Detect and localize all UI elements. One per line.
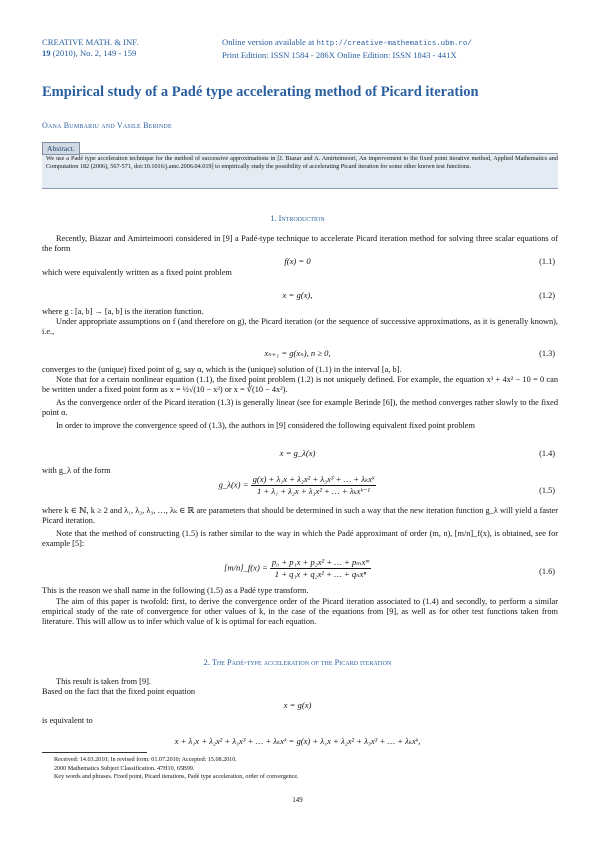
equation-1-3: xₙ₊₁ = g(xₙ), n ≥ 0, bbox=[264, 348, 331, 358]
eq6-fraction bbox=[270, 557, 371, 580]
equation-number: (1.1) bbox=[539, 257, 555, 266]
paragraph: Under appropriate assumptions on f (and therefore on g), the Picard iteration (or the sequence of successive approximations, as it is generally known), i.e., bbox=[42, 317, 558, 336]
eq5-fraction bbox=[251, 474, 377, 497]
equation-1-6 bbox=[0, 557, 595, 580]
paragraph: where k ∈ ℕ, k ≥ 2 and λ₁, λ₂, λ₃, …, λₖ ∈ ℝ are parameters that should be determined in such a way that the new iteration function g_λ will yield a faster Picard iteration. bbox=[42, 506, 558, 525]
paragraph: This is the reason we shall name in the following (1.5) as a Padé type transform. bbox=[42, 586, 309, 595]
equation-1-1: f(x) = 0 bbox=[284, 256, 311, 266]
abstract-label: Abstract. bbox=[42, 142, 80, 155]
paragraph: Note that the method of constructing (1.5) is rather similar to the way in which the Padé approximant of order (m, n), [m/n]_f(x), is obtained, see for example [5]: bbox=[42, 529, 558, 548]
print-edition: Print Edition: ISSN 1584 - 286X Online Edition: ISSN 1843 - 441X bbox=[222, 50, 457, 60]
paragraph: converges to the (unique) fixed point of g, say α, which is the (unique) solution of (1.1) in the interval [a, b]. bbox=[42, 365, 402, 374]
paper-title: Empirical study of a Padé type accelerating method of Picard iteration bbox=[42, 84, 479, 100]
eq5-numerator: g(x) + λ₁x + λ₂x² + λ₃x³ + … + λₖxᵏ bbox=[252, 474, 375, 484]
paragraph: where g : [a, b] → [a, b] is the iteration function. bbox=[42, 307, 204, 316]
eq5-lhs: g_λ(x) = bbox=[218, 479, 251, 490]
footnote-rule bbox=[42, 752, 147, 753]
section-2-title: 2. The Padé-type acceleration of the Picard iteration bbox=[203, 658, 392, 667]
paragraph: which were equivalently written as a fixed point problem bbox=[42, 268, 232, 277]
footnote bbox=[54, 756, 299, 782]
paper-authors: Oana Bumbariu and Vasile Berinde bbox=[42, 121, 172, 130]
footnote-received: Received: 14.03.2010; In revised form: 01.07.2010; Accepted: 15.08.2010. bbox=[54, 757, 237, 763]
eq6-denominator: 1 + q₁x + q₂x² + … + qₙxⁿ bbox=[274, 569, 367, 579]
paragraph: As the convergence order of the Picard iteration (1.3) is generally linear (see for example Berinde [6]), the method converges rather slowly to the fixed point α. bbox=[42, 398, 558, 417]
page-number: 149 bbox=[292, 797, 303, 804]
eq6-lhs: [m/n]_f(x) = bbox=[224, 562, 270, 573]
equation-number: (1.4) bbox=[539, 449, 555, 458]
equation-number: (1.5) bbox=[539, 486, 555, 495]
paragraph: In order to improve the convergence speed of (1.3), the authors in [9] considered the following equivalent fixed point problem bbox=[56, 421, 475, 430]
online-url-link[interactable]: http://creative-mathematics.ubm.ro/ bbox=[316, 40, 472, 48]
equation-equivalent: x + λ₁x + λ₂x² + λ₃x³ + … + λₖxᵏ = g(x) + λ₁x + λ₂x² + λ₃x³ + … + λₖxᵏ, bbox=[174, 736, 421, 746]
journal-issue-pages: (2010), No. 2, 149 - 159 bbox=[50, 48, 137, 58]
paragraph: is equivalent to bbox=[42, 716, 93, 725]
paragraph: with g_λ of the form bbox=[42, 466, 111, 475]
eq5-denominator: 1 + λ₁ + λ₂x + λ₃x² + … + λₖxᵏ⁻¹ bbox=[256, 486, 370, 496]
section-1-title: 1. Introduction bbox=[270, 214, 325, 223]
equation-1-2: x = g(x), bbox=[282, 290, 313, 300]
paragraph: This result is taken from [9]. bbox=[56, 677, 151, 686]
online-prefix: Online version available at bbox=[222, 37, 317, 47]
equation-number: (1.2) bbox=[539, 291, 555, 300]
eq6-numerator: p₀ + p₁x + p₂x² + … + pₘxᵐ bbox=[271, 557, 369, 567]
paragraph: Based on the fact that the fixed point equation bbox=[42, 687, 195, 696]
equation-number: (1.3) bbox=[539, 349, 555, 358]
equation-number: (1.6) bbox=[539, 567, 555, 576]
journal-volume: 19 bbox=[42, 48, 51, 58]
paragraph: The aim of this paper is twofold: first, to derive the convergence order of the Picard iteration associated to (1.4) and secondly, to perform a similar empirical study of the rate of convergence for other values of k, in the case of the equations from [9], as well as for other test functions taken from literature. This will allow us to infer which value of k is optimal for each equation. bbox=[42, 597, 558, 626]
equation-fixed-point: x = g(x) bbox=[283, 700, 312, 710]
footnote-keywords: Key words and phrases. Fixed point, Picard iterations, Padé type acceleration, order of convergence. bbox=[54, 774, 299, 781]
equation-1-4: x = g_λ(x) bbox=[279, 448, 316, 458]
online-header bbox=[222, 37, 472, 61]
journal-header bbox=[42, 37, 138, 59]
footnote-msc: 2000 Mathematics Subject Classification. 47H10, 65B99. bbox=[54, 765, 195, 772]
journal-name: CREATIVE MATH. & INF. bbox=[42, 37, 139, 47]
paragraph: Note that for a certain nonlinear equation (1.1), the fixed point problem (1.2) is not uniquely defined. For example, the equation x³ + 4x² − 10 = 0 can be written under a fixed point form as x = ½√(10 − x³) or x = ∛(10 − 4x²). bbox=[42, 375, 558, 394]
equation-1-5 bbox=[0, 474, 595, 497]
paragraph: Recently, Biazar and Amirteimoori considered in [9] a Padé-type technique to accelerate Picard iteration method for solving three scalar equations of the form bbox=[42, 234, 558, 253]
abstract-text: We use a Padé type acceleration technique for the method of successive approximations in [J. Biazar and A. Amirteimoori, An improvement to the fixed point iterative method, Applied Mathematics and Computation 182 (2006), 567-571, doi:10.1016/j.amc.2006.04.019] to empirically study the possibility of accelerating Picard iteration for some other known test functions. bbox=[46, 155, 558, 171]
